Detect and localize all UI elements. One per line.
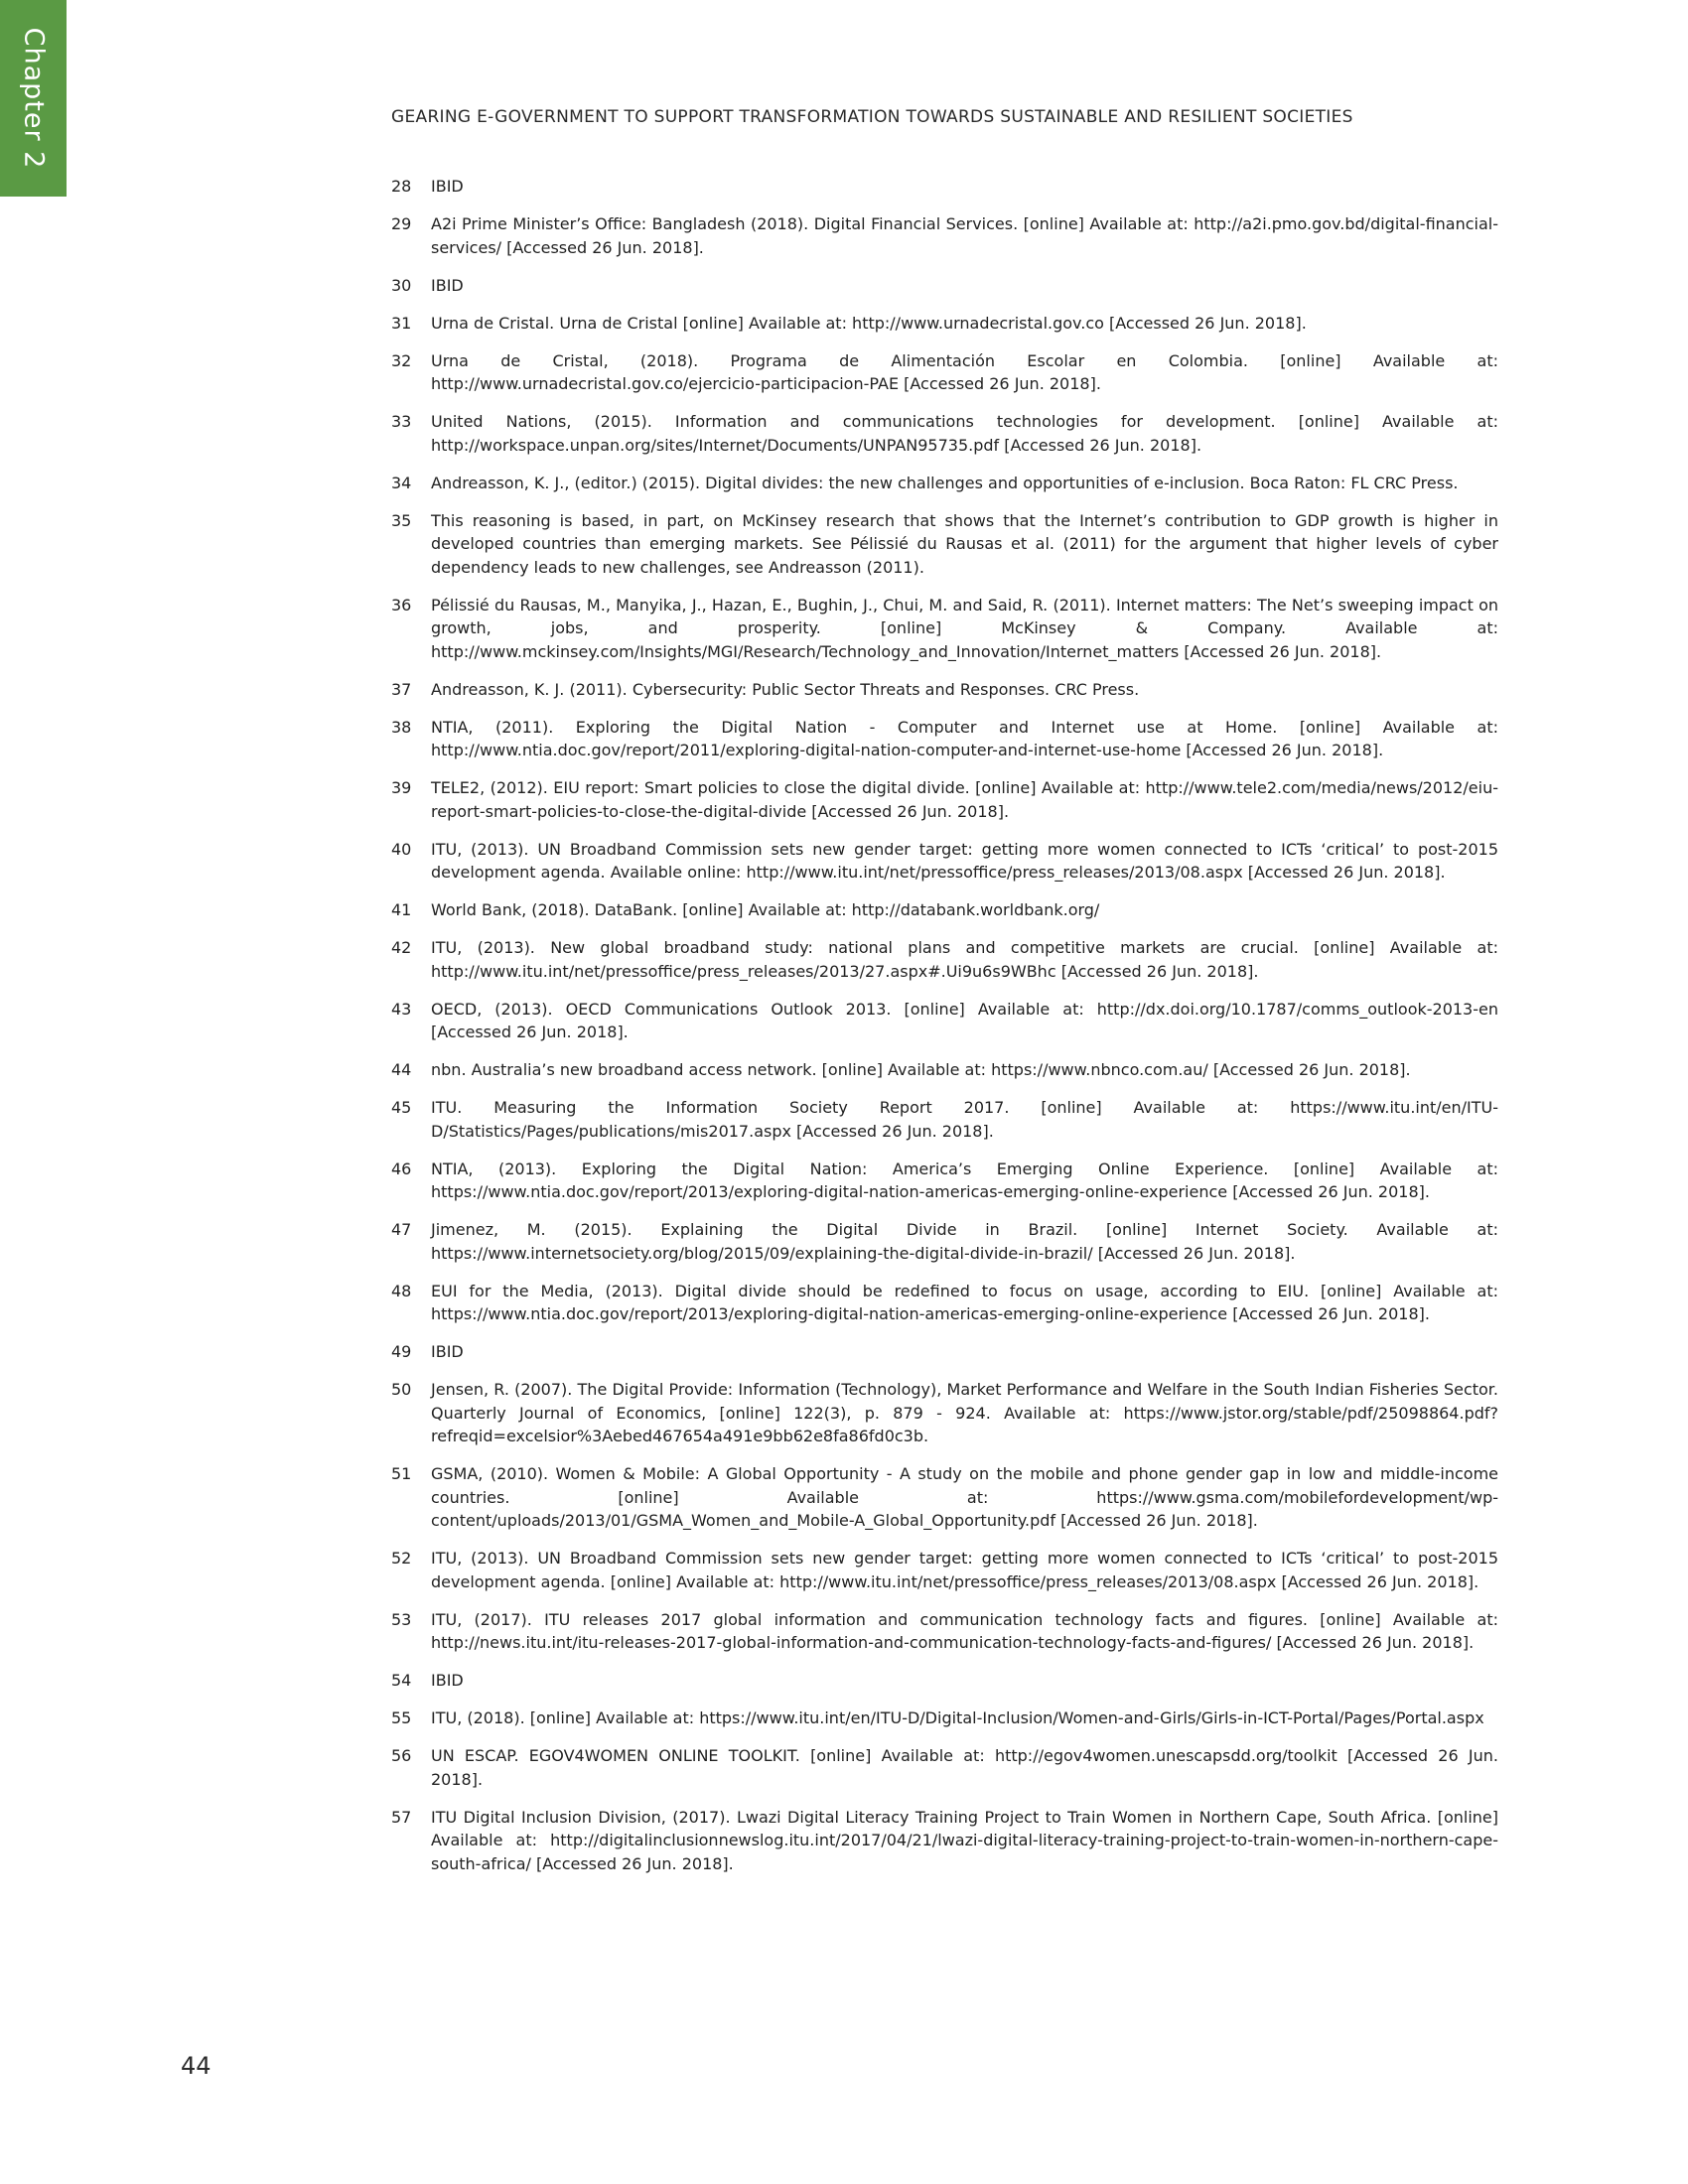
reference-item: [391, 898, 1498, 922]
reference-number: 37: [391, 679, 412, 699]
reference-item: [391, 312, 1498, 336]
reference-text: OECD, (2013). OECD Communications Outlook 2013. [online] Available at: http://dx.doi.org/10.1787/comms_outlook-2013-en [Accessed 26 Jun. 2018].: [431, 999, 1498, 1041]
reference-text: GSMA, (2010). Women & Mobile: A Global Opportunity - A study on the mobile and phone gender gap in low and middle-income countries. [online] Available at: https://www.gsma.com/mobilefordevelopment/wp-content/uploads/2013/01/GSMA_Women_and_Mobile-A_Global_Opportunity.pdf [Accessed 26 Jun. 2018].: [431, 1464, 1498, 1530]
reference-number: 35: [391, 510, 412, 530]
reference-number: 31: [391, 313, 412, 333]
reference-item: [391, 716, 1498, 762]
reference-item: [391, 838, 1498, 885]
reference-item: [391, 410, 1498, 457]
reference-text: nbn. Australia’s new broadband access network. [online] Available at: https://www.nbnco.com.au/ [Accessed 26 Jun. 2018].: [431, 1060, 1411, 1079]
reference-number: 36: [391, 595, 412, 614]
reference-item: [391, 1706, 1498, 1730]
reference-text: ITU, (2013). New global broadband study: national plans and competitive markets are crucial. [online] Available at: http://www.itu.int/net/pressoffice/press_releases/2013/27.aspx#.Ui9u6s9WBhc [Accessed 26 Jun. 2018].: [431, 938, 1498, 981]
reference-number: 54: [391, 1671, 412, 1690]
chapter-tab-label: Chapter 2: [18, 27, 49, 170]
reference-item: [391, 175, 1498, 199]
reference-number: 44: [391, 1060, 412, 1079]
reference-item: [391, 936, 1498, 983]
reference-number: 56: [391, 1746, 412, 1765]
reference-number: 40: [391, 839, 412, 859]
reference-text: Andreasson, K. J. (2011). Cybersecurity: Public Sector Threats and Responses. CRC Press.: [431, 679, 1140, 699]
running-header: GEARING E-GOVERNMENT TO SUPPORT TRANSFORMATION TOWARDS SUSTAINABLE AND RESILIENT SOCIETIES: [391, 107, 1353, 127]
reference-item: [391, 349, 1498, 396]
reference-number: 48: [391, 1281, 412, 1300]
reference-number: 45: [391, 1098, 412, 1117]
reference-item: [391, 1462, 1498, 1533]
reference-text: IBID: [431, 1671, 464, 1690]
reference-text: ITU, (2013). UN Broadband Commission sets new gender target: getting more women connected to ICTs ‘critical’ to post-2015 development agenda. Available online: http://www.itu.int/net/pressoffice/press_releases/2013/08.aspx [Accessed 26 Jun. 2018].: [431, 839, 1498, 882]
reference-item: [391, 1340, 1498, 1364]
reference-item: [391, 212, 1498, 259]
reference-item: [391, 1280, 1498, 1326]
reference-item: [391, 776, 1498, 823]
reference-text: ITU, (2017). ITU releases 2017 global information and communication technology facts and figures. [online] Available at: http://news.itu.int/itu-releases-2017-global-information-and-communication-technology-facts-and-figures/ [Accessed 26 Jun. 2018].: [431, 1609, 1498, 1652]
reference-text: IBID: [431, 177, 464, 196]
page-number: 44: [181, 2052, 211, 2080]
reference-item: [391, 1608, 1498, 1655]
reference-number: 53: [391, 1609, 412, 1629]
reference-number: 57: [391, 1807, 412, 1827]
reference-text: United Nations, (2015). Information and communications technologies for development. [online] Available at: http://workspace.unpan.org/sites/Internet/Documents/UNPAN95735.pdf [Accessed 26 Jun. 2018].: [431, 412, 1498, 455]
reference-number: 55: [391, 1708, 412, 1727]
reference-item: [391, 1806, 1498, 1876]
reference-number: 30: [391, 275, 412, 295]
reference-text: Urna de Cristal. Urna de Cristal [online] Available at: http://www.urnadecristal.gov.co [Accessed 26 Jun. 2018].: [431, 313, 1307, 333]
reference-item: [391, 1744, 1498, 1791]
reference-text: UN ESCAP. EGOV4WOMEN ONLINE TOOLKIT. [online] Available at: http://egov4women.unescapsdd.org/toolkit [Accessed 26 Jun. 2018].: [431, 1746, 1498, 1789]
reference-item: [391, 594, 1498, 664]
reference-number: 34: [391, 473, 412, 492]
reference-number: 29: [391, 214, 412, 233]
reference-text: Andreasson, K. J., (editor.) (2015). Digital divides: the new challenges and opportunities of e-inclusion. Boca Raton: FL CRC Press.: [431, 473, 1459, 492]
reference-text: Jimenez, M. (2015). Explaining the Digital Divide in Brazil. [online] Internet Society. Available at: https://www.internetsociety.org/blog/2015/09/explaining-the-digital-divide-in-brazil/ [Accessed 26 Jun. 2018].: [431, 1220, 1498, 1263]
reference-text: EUI for the Media, (2013). Digital divide should be redefined to focus on usage, according to EIU. [online] Available at: https://www.ntia.doc.gov/report/2013/exploring-digital-nation-americas-emerging-online-experience [Accessed 26 Jun. 2018].: [431, 1281, 1498, 1323]
reference-text: ITU, (2018). [online] Available at: https://www.itu.int/en/ITU-D/Digital-Inclusion/Women-and-Girls/Girls-in-ICT-Portal/Pages/Portal.aspx: [431, 1708, 1484, 1727]
reference-number: 50: [391, 1380, 412, 1399]
reference-text: Urna de Cristal, (2018). Programa de Alimentación Escolar en Colombia. [online] Available at: http://www.urnadecristal.gov.co/ejercicio-participacion-PAE [Accessed 26 Jun. 2018].: [431, 350, 1498, 393]
reference-number: 41: [391, 900, 412, 919]
reference-item: [391, 1669, 1498, 1693]
reference-text: NTIA, (2011). Exploring the Digital Nation - Computer and Internet use at Home. [online] Available at: http://www.ntia.doc.gov/report/2011/exploring-digital-nation-computer-and-internet-use-home [Accessed 26 Jun. 2018].: [431, 717, 1498, 759]
reference-number: 51: [391, 1464, 412, 1483]
reference-number: 43: [391, 999, 412, 1019]
reference-item: [391, 678, 1498, 702]
reference-list: [391, 175, 1498, 1890]
reference-number: 52: [391, 1549, 412, 1568]
reference-number: 46: [391, 1159, 412, 1178]
reference-item: [391, 1058, 1498, 1082]
reference-item: [391, 1096, 1498, 1143]
reference-item: [391, 509, 1498, 580]
reference-number: 33: [391, 412, 412, 431]
chapter-tab: [0, 0, 67, 197]
reference-number: 38: [391, 717, 412, 737]
reference-number: 47: [391, 1220, 412, 1239]
reference-text: Jensen, R. (2007). The Digital Provide: Information (Technology), Market Performance and Welfare in the South Indian Fisheries Sector. Quarterly Journal of Economics, [online] 122(3), p. 879 - 924. Available at: https://www.jstor.org/stable/pdf/25098864.pdf?refreqid=excelsior%3Aebed467654a491e9bb62e8fa86fd0c3b.: [431, 1380, 1498, 1445]
reference-text: World Bank, (2018). DataBank. [online] Available at: http://databank.worldbank.org/: [431, 900, 1100, 919]
reference-number: 49: [391, 1342, 412, 1361]
reference-text: IBID: [431, 1342, 464, 1361]
reference-number: 42: [391, 938, 412, 957]
reference-item: [391, 1158, 1498, 1204]
reference-text: TELE2, (2012). EIU report: Smart policies to close the digital divide. [online] Available at: http://www.tele2.com/media/news/2012/eiu-report-smart-policies-to-close-the-digital-divide [Accessed 26 Jun. 2018].: [431, 778, 1498, 821]
reference-item: [391, 274, 1498, 298]
reference-item: [391, 1218, 1498, 1265]
reference-item: [391, 472, 1498, 495]
reference-item: [391, 1547, 1498, 1593]
reference-text: ITU, (2013). UN Broadband Commission sets new gender target: getting more women connected to ICTs ‘critical’ to post-2015 development agenda. [online] Available at: http://www.itu.int/net/pressoffice/press_releases/2013/08.aspx [Accessed 26 Jun. 2018].: [431, 1549, 1498, 1591]
reference-number: 32: [391, 350, 412, 370]
reference-number: 28: [391, 177, 412, 196]
reference-number: 39: [391, 778, 412, 797]
reference-text: A2i Prime Minister’s Office: Bangladesh (2018). Digital Financial Services. [online] Available at: http://a2i.pmo.gov.bd/digital-financial-services/ [Accessed 26 Jun. 2018].: [431, 214, 1498, 257]
reference-text: ITU. Measuring the Information Society Report 2017. [online] Available at: https://www.itu.int/en/ITU-D/Statistics/Pages/publications/mis2017.aspx [Accessed 26 Jun. 2018].: [431, 1098, 1498, 1141]
reference-text: ITU Digital Inclusion Division, (2017). Lwazi Digital Literacy Training Project to Train Women in Northern Cape, South Africa. [online] Available at: http://digitalinclusionnewslog.itu.int/2017/04/21/lwazi-digital-literacy-training-project-to-train-women-in-northern-cape-south-africa/ [Accessed 26 Jun. 2018].: [431, 1807, 1498, 1873]
reference-text: This reasoning is based, in part, on McKinsey research that shows that the Internet’s contribution to GDP growth is higher in developed countries than emerging markets. See Pélissié du Rausas et al. (2011) for the argument that higher levels of cyber dependency leads to new challenges, see Andreasson (2011).: [431, 510, 1498, 577]
reference-text: Pélissié du Rausas, M., Manyika, J., Hazan, E., Bughin, J., Chui, M. and Said, R. (2011). Internet matters: The Net’s sweeping impact on growth, jobs, and prosperity. [online] McKinsey & Company. Available at: http://www.mckinsey.com/Insights/MGI/Research/Technology_and_Innovation/Internet_matters [Accessed 26 Jun. 2018].: [431, 595, 1498, 661]
reference-item: [391, 998, 1498, 1044]
reference-text: NTIA, (2013). Exploring the Digital Nation: America’s Emerging Online Experience. [online] Available at: https://www.ntia.doc.gov/report/2013/exploring-digital-nation-americas-emerging-online-experience [Accessed 26 Jun. 2018].: [431, 1159, 1498, 1201]
reference-text: IBID: [431, 275, 464, 295]
reference-item: [391, 1378, 1498, 1448]
